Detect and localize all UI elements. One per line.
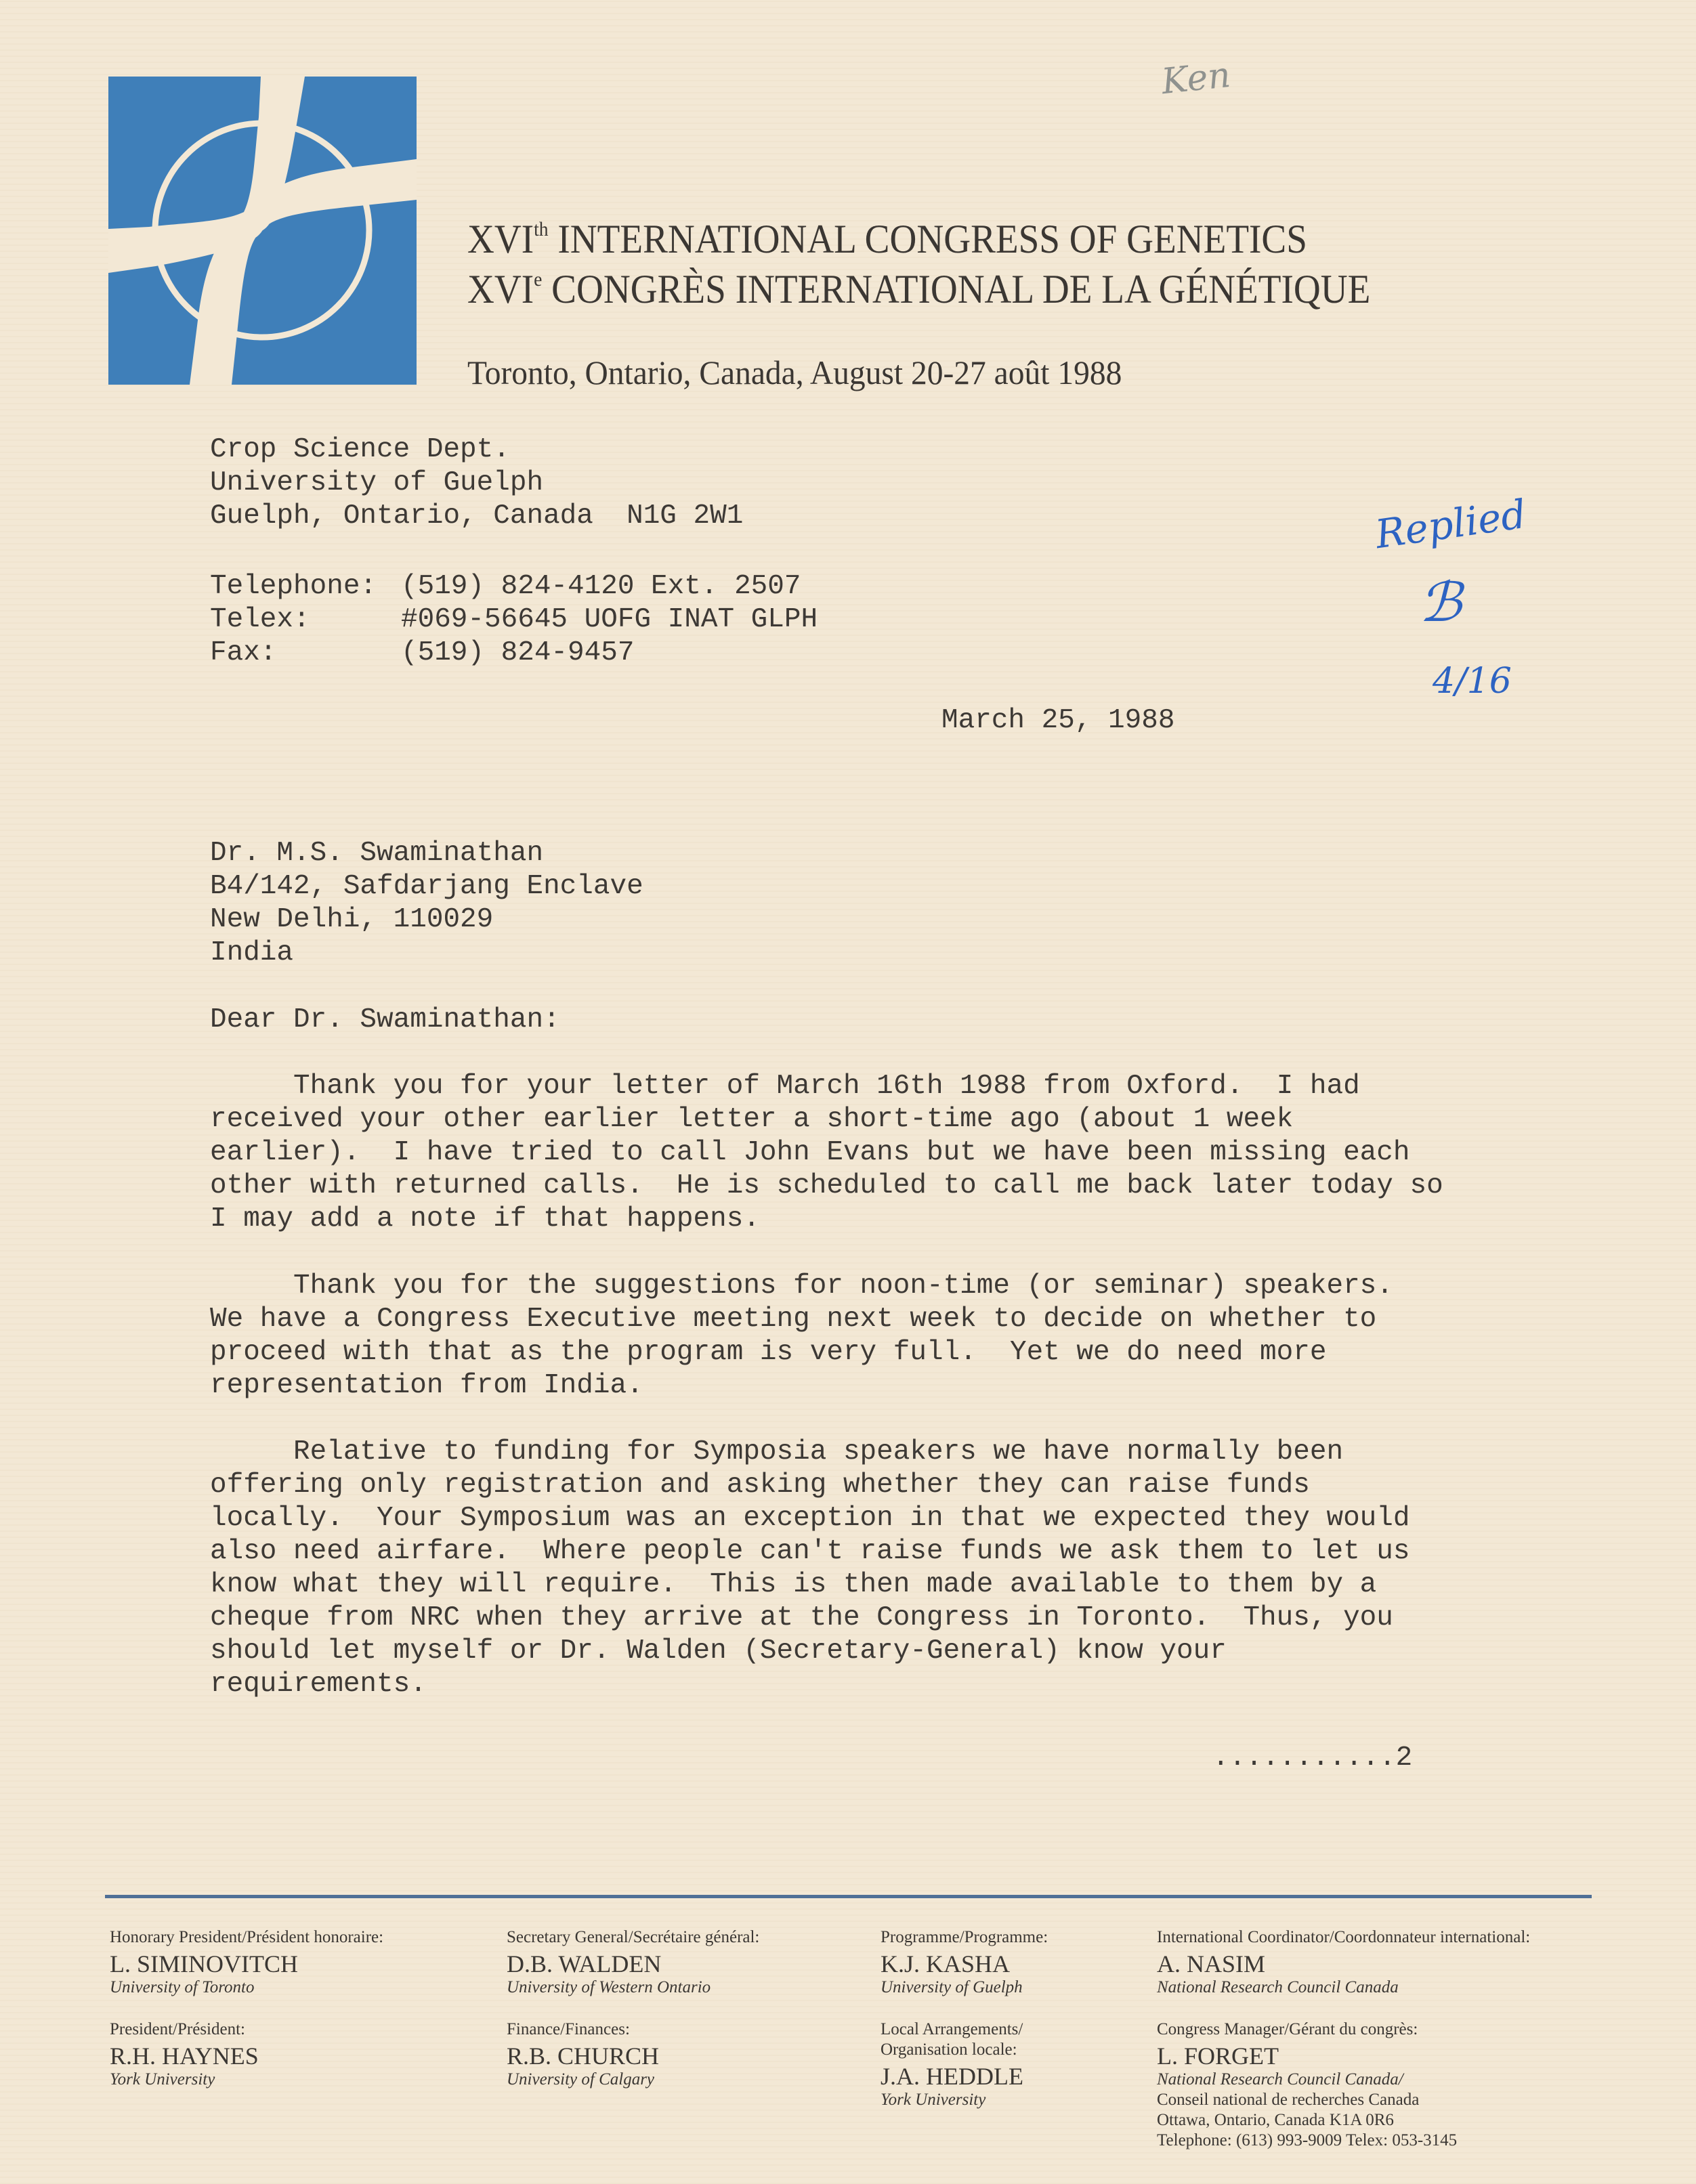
- sender-line: Guelph, Ontario, Canada N1G 2W1: [210, 500, 744, 532]
- officer-entry: [110, 1927, 383, 1998]
- title-en-text: INTERNATIONAL CONGRESS OF GENETICS: [548, 217, 1307, 261]
- contact-telephone: [210, 570, 818, 603]
- letter-date: March 25, 1988: [941, 705, 1175, 736]
- officer-entry: [1157, 1927, 1530, 1998]
- officer-affiliation: University of Western Ontario: [507, 1978, 711, 1996]
- body-paragraph-2: [210, 1270, 1531, 1403]
- officer-name: R.B. CHURCH: [507, 2042, 660, 2070]
- contact-value: (519) 824-9457: [401, 637, 635, 668]
- contact-telex: [210, 603, 818, 637]
- officer-name: R.H. HAYNES: [110, 2042, 259, 2070]
- body-line: Thank you for your letter of March 16th 1988 from Oxford. I had: [210, 1071, 1360, 1102]
- officer-name: K.J. KASHA: [881, 1950, 1011, 1977]
- sender-line: University of Guelph: [210, 467, 544, 498]
- initial-mark: ℬ: [1419, 571, 1462, 634]
- congress-title-english: [467, 215, 1307, 263]
- officer-affiliation: York University: [110, 2070, 215, 2089]
- congress-venue-dates: Toronto, Ontario, Canada, August 20-27 août 1988: [467, 354, 1122, 391]
- body-line: We have a Congress Executive meeting next week to decide on whether to: [210, 1304, 1377, 1335]
- officer-affiliation: University of Guelph: [881, 1978, 1023, 1996]
- contact-fax: [210, 637, 818, 670]
- title-fr-numeral: XVI: [467, 267, 534, 312]
- officer-entry: [1157, 2019, 1457, 2151]
- recipient-line: B4/142, Safdarjang Enclave: [210, 871, 643, 902]
- contact-value: #069-56645 UOFG INAT GLPH: [401, 604, 818, 635]
- body-line: earlier). I have tried to call John Evans but we have been missing each: [210, 1137, 1410, 1168]
- body-line: locally. Your Symposium was an exception in that we expected they would: [210, 1503, 1410, 1534]
- reply-date-note: 4/16: [1433, 661, 1512, 702]
- officer-role: Honorary President/Président honoraire:: [110, 1928, 384, 1946]
- officer-affiliation: University of Calgary: [507, 2070, 655, 2089]
- genetics-cross-logo-icon: [108, 77, 417, 385]
- body-line: offering only registration and asking whether they can raise funds: [210, 1470, 1310, 1501]
- body-paragraph-1: [210, 1070, 1531, 1236]
- body-line: received your other earlier letter a short-time ago (about 1 week: [210, 1104, 1294, 1135]
- body-line: requirements.: [210, 1669, 427, 1700]
- title-fr-text: CONGRÈS INTERNATIONAL DE LA GÉNÉTIQUE: [542, 267, 1371, 312]
- officer-role: Finance/Finances:: [507, 2020, 630, 2038]
- title-fr-ordinal: e: [534, 268, 543, 291]
- officer-entry: [110, 2019, 259, 2090]
- body-line: cheque from NRC when they arrive at the Congress in Toronto. Thus, you: [210, 1602, 1393, 1633]
- officer-name: L. SIMINOVITCH: [110, 1950, 298, 1977]
- sender-address: [210, 433, 743, 533]
- body-line: should let myself or Dr. Walden (Secretary-General) know your: [210, 1635, 1227, 1667]
- body-line: also need airfare. Where people can't raise funds we ask them to let us: [210, 1536, 1410, 1567]
- contact-label: Telephone:: [210, 571, 377, 602]
- nrc-address: Ottawa, Ontario, Canada K1A 0R6: [1157, 2111, 1394, 2129]
- body-line: other with returned calls. He is scheduled to call me back later today so: [210, 1170, 1443, 1201]
- officer-affiliation: York University: [881, 2091, 986, 2109]
- body-line: representation from India.: [210, 1370, 643, 1401]
- nrc-french-name: Conseil national de recherches Canada: [1157, 2091, 1420, 2109]
- officer-affiliation: National Research Council Canada/: [1157, 2070, 1403, 2089]
- sender-line: Crop Science Dept.: [210, 434, 510, 465]
- contact-value: (519) 824-4120 Ext. 2507: [401, 571, 801, 602]
- contact-block: [210, 570, 818, 670]
- recipient-line: New Delhi, 110029: [210, 904, 494, 935]
- body-line: I may add a note if that happens.: [210, 1203, 760, 1235]
- recipient-line: India: [210, 937, 294, 968]
- officer-affiliation: National Research Council Canada: [1157, 1978, 1399, 1996]
- contact-label: Fax:: [210, 637, 277, 668]
- officer-affiliation: University of Toronto: [110, 1978, 255, 1996]
- body-line: Relative to funding for Symposia speakers we have normally been: [210, 1436, 1344, 1468]
- officer-role: Secretary General/Secrétaire général:: [507, 1928, 760, 1946]
- officer-role: Local Arrangements/: [881, 2020, 1023, 2038]
- nrc-phone-telex: Telephone: (613) 993-9009 Telex: 053-3145: [1157, 2131, 1458, 2149]
- officer-role: Programme/Programme:: [881, 1928, 1048, 1946]
- body-paragraph-3: [210, 1436, 1531, 1701]
- officer-role: President/Président:: [110, 2020, 245, 2038]
- officer-name: D.B. WALDEN: [507, 1950, 662, 1977]
- officer-name: A. NASIM: [1157, 1950, 1266, 1977]
- congress-title-french: [467, 265, 1370, 313]
- contact-label: Telex:: [210, 604, 310, 635]
- salutation: Dear Dr. Swaminathan:: [210, 1004, 560, 1035]
- body-line: Thank you for the suggestions for noon-time (or seminar) speakers.: [210, 1270, 1393, 1302]
- pencil-note: Ken: [1160, 54, 1233, 103]
- officer-entry: [881, 2019, 1023, 2110]
- body-line: proceed with that as the program is very full. Yet we do need more: [210, 1337, 1327, 1368]
- title-en-ordinal: th: [534, 218, 549, 240]
- footer-divider: [105, 1895, 1592, 1898]
- officer-role: Congress Manager/Gérant du congrès:: [1157, 2020, 1418, 2038]
- officer-entry: [507, 2019, 659, 2090]
- officer-name: L. FORGET: [1157, 2042, 1279, 2070]
- officer-entry: [881, 1927, 1048, 1998]
- body-line: know what they will require. This is then made available to them by a: [210, 1569, 1377, 1600]
- officer-entry: [507, 1927, 759, 1998]
- officer-role: International Coordinator/Coordonnateur international:: [1157, 1928, 1531, 1946]
- recipient-address: [210, 837, 643, 970]
- recipient-line: Dr. M.S. Swaminathan: [210, 838, 544, 869]
- page-continuation-marker: ...........2: [1212, 1742, 1413, 1774]
- officer-name: J.A. HEDDLE: [881, 2063, 1023, 2090]
- officer-role-cont: Organisation locale:: [881, 2040, 1017, 2059]
- replied-note: Replied: [1372, 490, 1529, 558]
- title-en-numeral: XVI: [467, 217, 534, 261]
